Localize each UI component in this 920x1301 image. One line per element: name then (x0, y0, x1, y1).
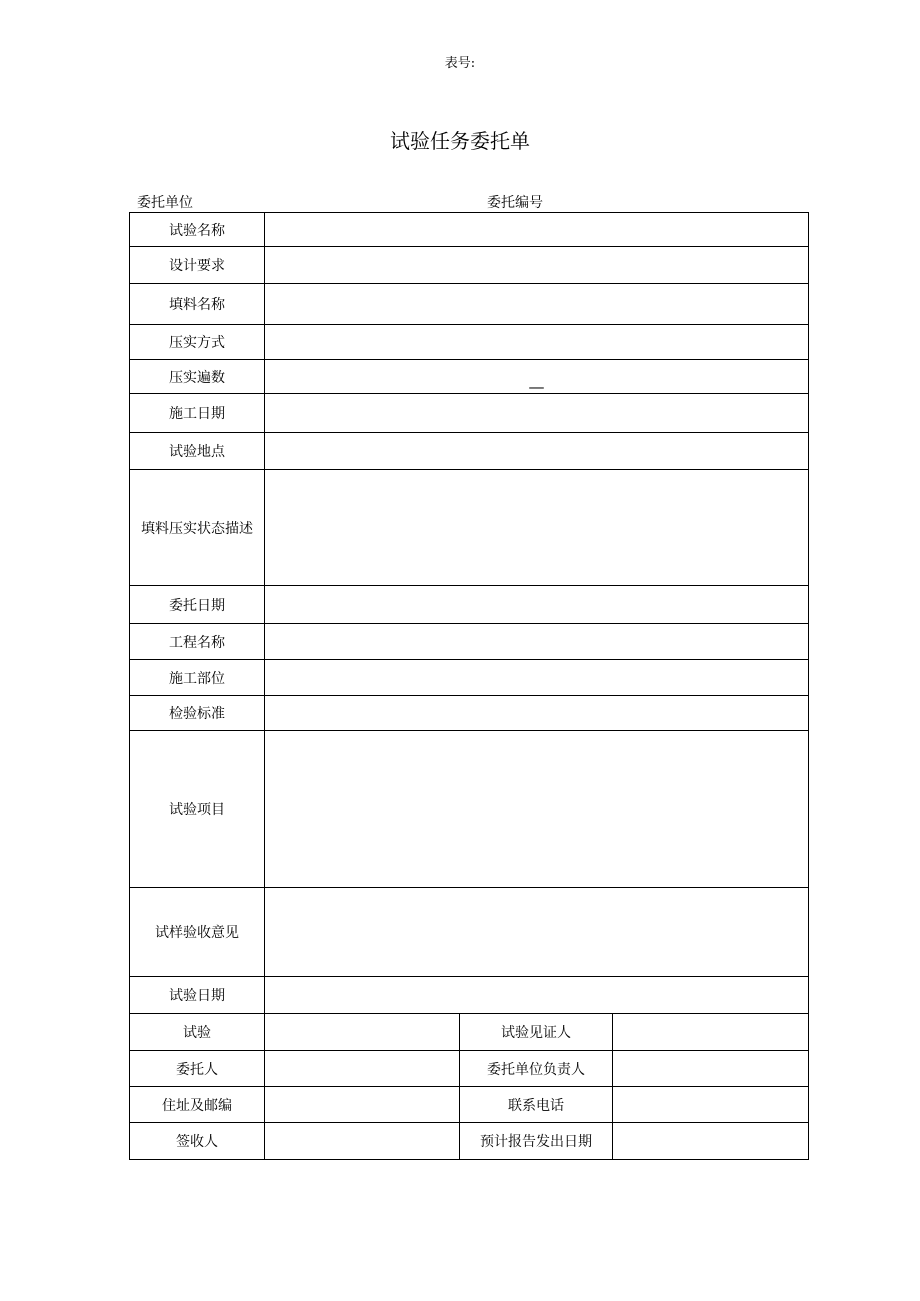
test-date-field[interactable] (265, 977, 809, 1014)
table-row (130, 325, 809, 360)
project-name-label: 工程名称 (130, 624, 265, 660)
construction-part-label: 施工部位 (130, 660, 265, 696)
commission-date-field[interactable] (265, 586, 809, 624)
phone-field[interactable] (613, 1087, 809, 1123)
commission-date-label: 委托日期 (130, 586, 265, 624)
table-row (130, 586, 809, 624)
fill-name-label: 填料名称 (130, 284, 265, 325)
inspection-standard-field[interactable] (265, 696, 809, 731)
project-name-field[interactable] (265, 624, 809, 660)
table-row (130, 660, 809, 696)
test-location-label: 试验地点 (130, 433, 265, 470)
test-witness-field[interactable] (613, 1014, 809, 1051)
client-unit-label: 委托单位 (137, 195, 193, 211)
sample-acceptance-opinion-field[interactable] (265, 888, 809, 977)
table-number-label: 表号: (444, 56, 476, 71)
table-row (130, 213, 809, 247)
test-date-label: 试验日期 (130, 977, 265, 1014)
commission-number-label: 委托编号 (487, 195, 543, 211)
client-unit-manager-field[interactable] (613, 1051, 809, 1087)
table-row (130, 1014, 809, 1051)
table-row (130, 1123, 809, 1160)
client-unit-manager-label: 委托单位负责人 (460, 1051, 613, 1087)
tester-label: 试验 (130, 1014, 265, 1051)
test-name-label: 试验名称 (130, 213, 265, 247)
fill-state-description-field[interactable] (265, 470, 809, 586)
client-person-label: 委托人 (130, 1051, 265, 1087)
test-location-field[interactable] (265, 433, 809, 470)
table-row (130, 247, 809, 284)
compaction-method-label: 压实方式 (130, 325, 265, 360)
tester-field[interactable] (265, 1014, 460, 1051)
construction-part-field[interactable] (265, 660, 809, 696)
receiver-field[interactable] (265, 1123, 460, 1160)
design-requirement-field[interactable] (265, 247, 809, 284)
report-issue-date-label: 预计报告发出日期 (460, 1123, 613, 1160)
fill-state-description-label: 填料压实状态描述 (130, 470, 265, 586)
test-name-field[interactable] (265, 213, 809, 247)
address-postcode-field[interactable] (265, 1087, 460, 1123)
test-items-field[interactable] (265, 731, 809, 888)
table-row (130, 433, 809, 470)
construction-date-label: 施工日期 (130, 394, 265, 433)
phone-label: 联系电话 (460, 1087, 613, 1123)
test-witness-label: 试验见证人 (460, 1014, 613, 1051)
compaction-passes-field[interactable] (265, 360, 809, 394)
table-row (130, 284, 809, 325)
table-row (130, 360, 809, 394)
design-requirement-label: 设计要求 (130, 247, 265, 284)
compaction-method-field[interactable] (265, 325, 809, 360)
construction-date-field[interactable] (265, 394, 809, 433)
client-person-field[interactable] (265, 1051, 460, 1087)
compaction-passes-value: — (528, 377, 545, 396)
table-row (130, 1051, 809, 1087)
inspection-standard-label: 检验标准 (130, 696, 265, 731)
table-row (130, 470, 809, 586)
table-row (130, 731, 809, 888)
table-row (130, 394, 809, 433)
receiver-label: 签收人 (130, 1123, 265, 1160)
table-row (130, 624, 809, 660)
page-title: 试验任务委托单 (390, 129, 530, 153)
test-items-label: 试验项目 (130, 731, 265, 888)
table-row (130, 696, 809, 731)
sample-acceptance-opinion-label: 试样验收意见 (130, 888, 265, 977)
address-postcode-label: 住址及邮编 (130, 1087, 265, 1123)
commission-form-table (129, 212, 809, 1160)
report-issue-date-field[interactable] (613, 1123, 809, 1160)
table-row (130, 888, 809, 977)
fill-name-field[interactable] (265, 284, 809, 325)
table-row (130, 977, 809, 1014)
compaction-passes-label: 压实遍数 (130, 360, 265, 394)
table-row (130, 1087, 809, 1123)
